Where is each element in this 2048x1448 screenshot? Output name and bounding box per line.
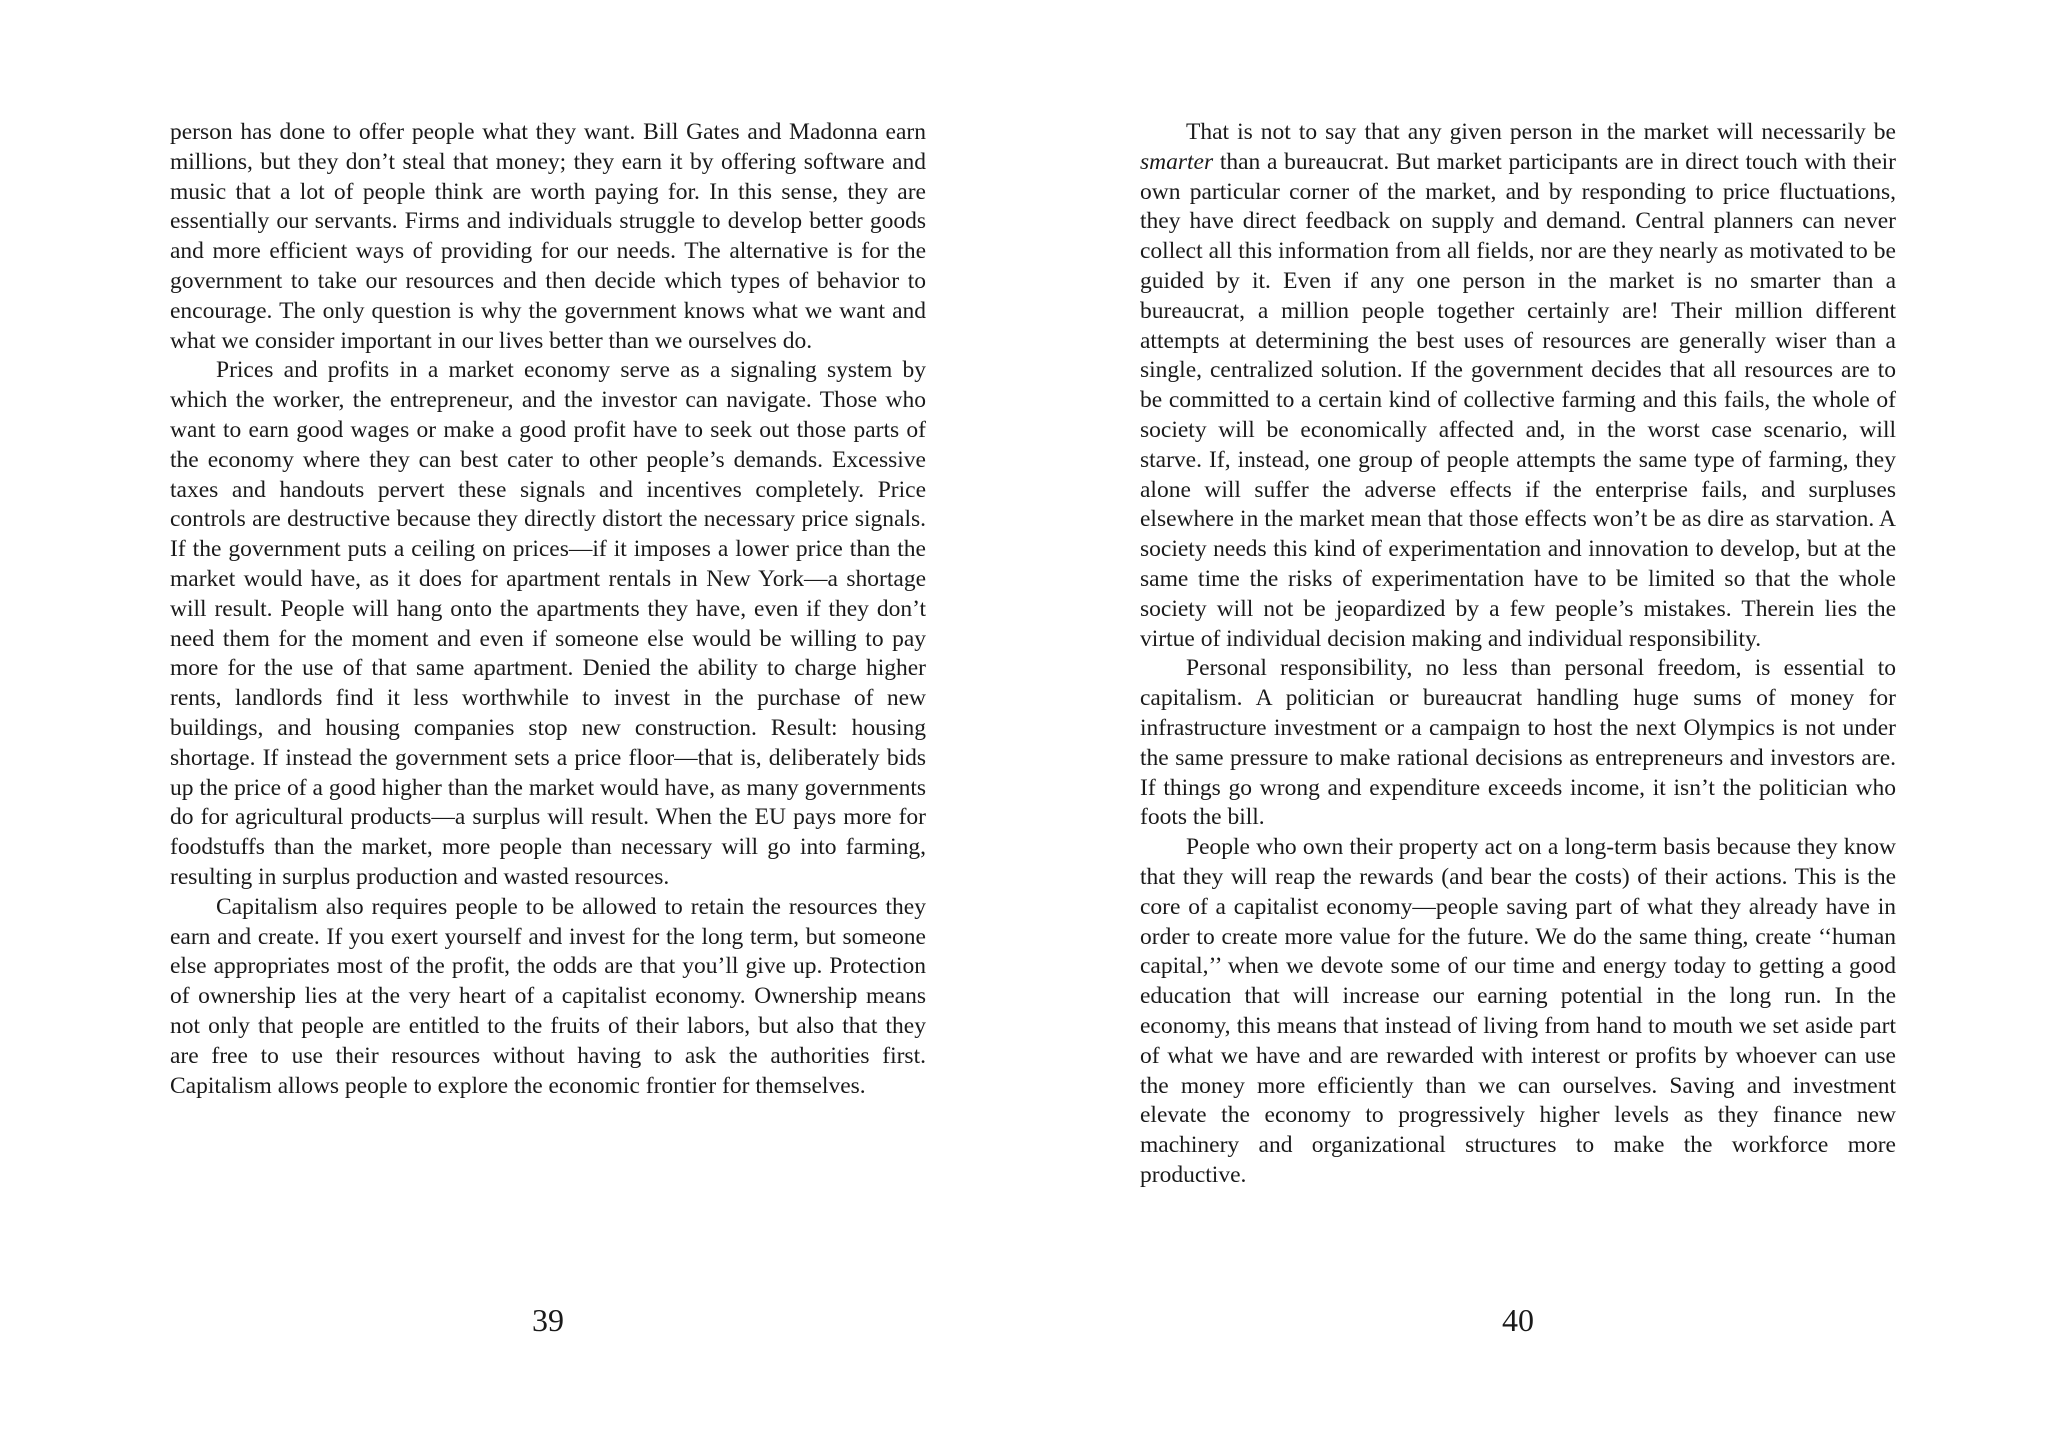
left-paragraph-1: person has done to offer people what they want. Bill Gates and Madonna earn millions, but they don’t steal that money; they earn it by offering software and music that a lot of people think are worth paying for. In this sense, they are essentially our servants. Firms and individuals struggle to develop better goods and more efficient ways of providing for our needs. The alternative is for the government to take our resources and then decide which types of behavior to encourage. The only question is why the government knows what we want and what we consider important in our lives better than we ourselves do. (170, 119, 926, 354)
right-paragraph-3: People who own their property act on a long-term basis because they know that they will reap the rewards (and bear the costs) of their actions. This is the core of a capitalist economy—people saving part of what they already have in order to create more value for the future. We do the same thing, create ‘‘human capital,’’ when we devote some of our time and energy today to getting a good education that will increase our earning potential in the long run. In the economy, this means that instead of living from hand to mouth we set aside part of what we have and are rewarded with interest or profits by whoever can use the money more efficiently than we can ourselves. Saving and investment elevate the economy to progressively higher levels as they finance new machinery and organizational structures to make the workforce more productive. (1140, 834, 1896, 1188)
right-paragraph-1-before-italic: That is not to say that any given person in the market will necessarily be (1186, 119, 1896, 145)
left-paragraph-3: Capitalism also requires people to be allowed to retain the resources they earn and create. If you exert yourself and invest for the long term, but someone else appropriates most of the profit, the odds are that you’ll give up. Protection of ownership lies at the very heart of a capitalist economy. Ownership means not only that people are entitled to the fruits of their labors, but also that they are free to use their resources without having to ask the authorities first. Capitalism allows people to explore the economic frontier for themselves. (170, 893, 926, 1099)
right-page-body (1140, 118, 1896, 1191)
left-paragraph-2: Prices and profits in a market economy serve as a signaling system by which the worker, the entrepreneur, and the investor can navigate. Those who want to earn good wages or make a good profit have to seek out those parts of the economy where they can best cater to other people’s demands. Excessive taxes and handouts pervert these signals and incentives completely. Price controls are destructive because they directly distort the necessary price signals. If the government puts a ceiling on prices—if it imposes a lower price than the market would have, as it does for apartment rentals in New York—a shortage will result. People will hang onto the apartments they have, even if they don’t need them for the moment and even if someone else would be willing to pay more for the use of that same apartment. Denied the ability to charge higher rents, landlords find it less worthwhile to invest in the purchase of new buildings, and housing companies stop new construction. Result: housing shortage. If instead the government sets a price floor—that is, deliberately bids up the price of a good higher than the market would have, as many governments do for agricultural products—a surplus will result. When the EU pays more for foodstuffs than the market, more people than necessary will go into farming, resulting in surplus production and wasted resources. (170, 357, 926, 890)
left-page-body (170, 118, 926, 1101)
right-paragraph-1 (1140, 118, 1896, 654)
right-paragraph-2: Personal responsibility, no less than personal freedom, is essential to capitalism. A politician or bureaucrat handling huge sums of money for infrastructure investment or a campaign to host the next Olympics is not under the same pressure to make rational decisions as entrepreneurs and investors are. If things go wrong and expenditure exceeds income, it isn’t the politician who foots the bill. (1140, 655, 1896, 831)
right-paragraph-1-after-italic: than a bureaucrat. But market participants are in direct touch with their own particular corner of the market, and by responding to price fluctuations, they have direct feedback on supply and demand. Central planners can never collect all this information from all fields, nor are they nearly as motivated to be guided by it. Even if any one person in the market is no smarter than a bureaucrat, a million people together certainly are! Their million different attempts at determining the best uses of resources are generally wiser than a single, centralized solution. If the government decides that all resources are to be committed to a certain kind of collective farming and this fails, the whole of society will be economically affected and, in the worst case scenario, will starve. If, instead, one group of people attempts the same type of farming, they alone will suffer the adverse effects if the enterprise fails, and surpluses elsewhere in the market mean that those effects won’t be as dire as starvation. A society needs this kind of experimentation and innovation to develop, but at the same time the risks of experimentation have to be limited so that the whole society will not be jeopardized by a few people’s mistakes. Therein lies the virtue of individual decision making and individual responsibility. (1140, 148, 1896, 652)
page-number-right: 40 (1502, 1302, 1534, 1338)
emphasis-smarter: smarter (1140, 148, 1214, 175)
left-page (170, 118, 926, 1101)
page-number-left: 39 (532, 1302, 564, 1338)
right-page (1140, 118, 1896, 1191)
